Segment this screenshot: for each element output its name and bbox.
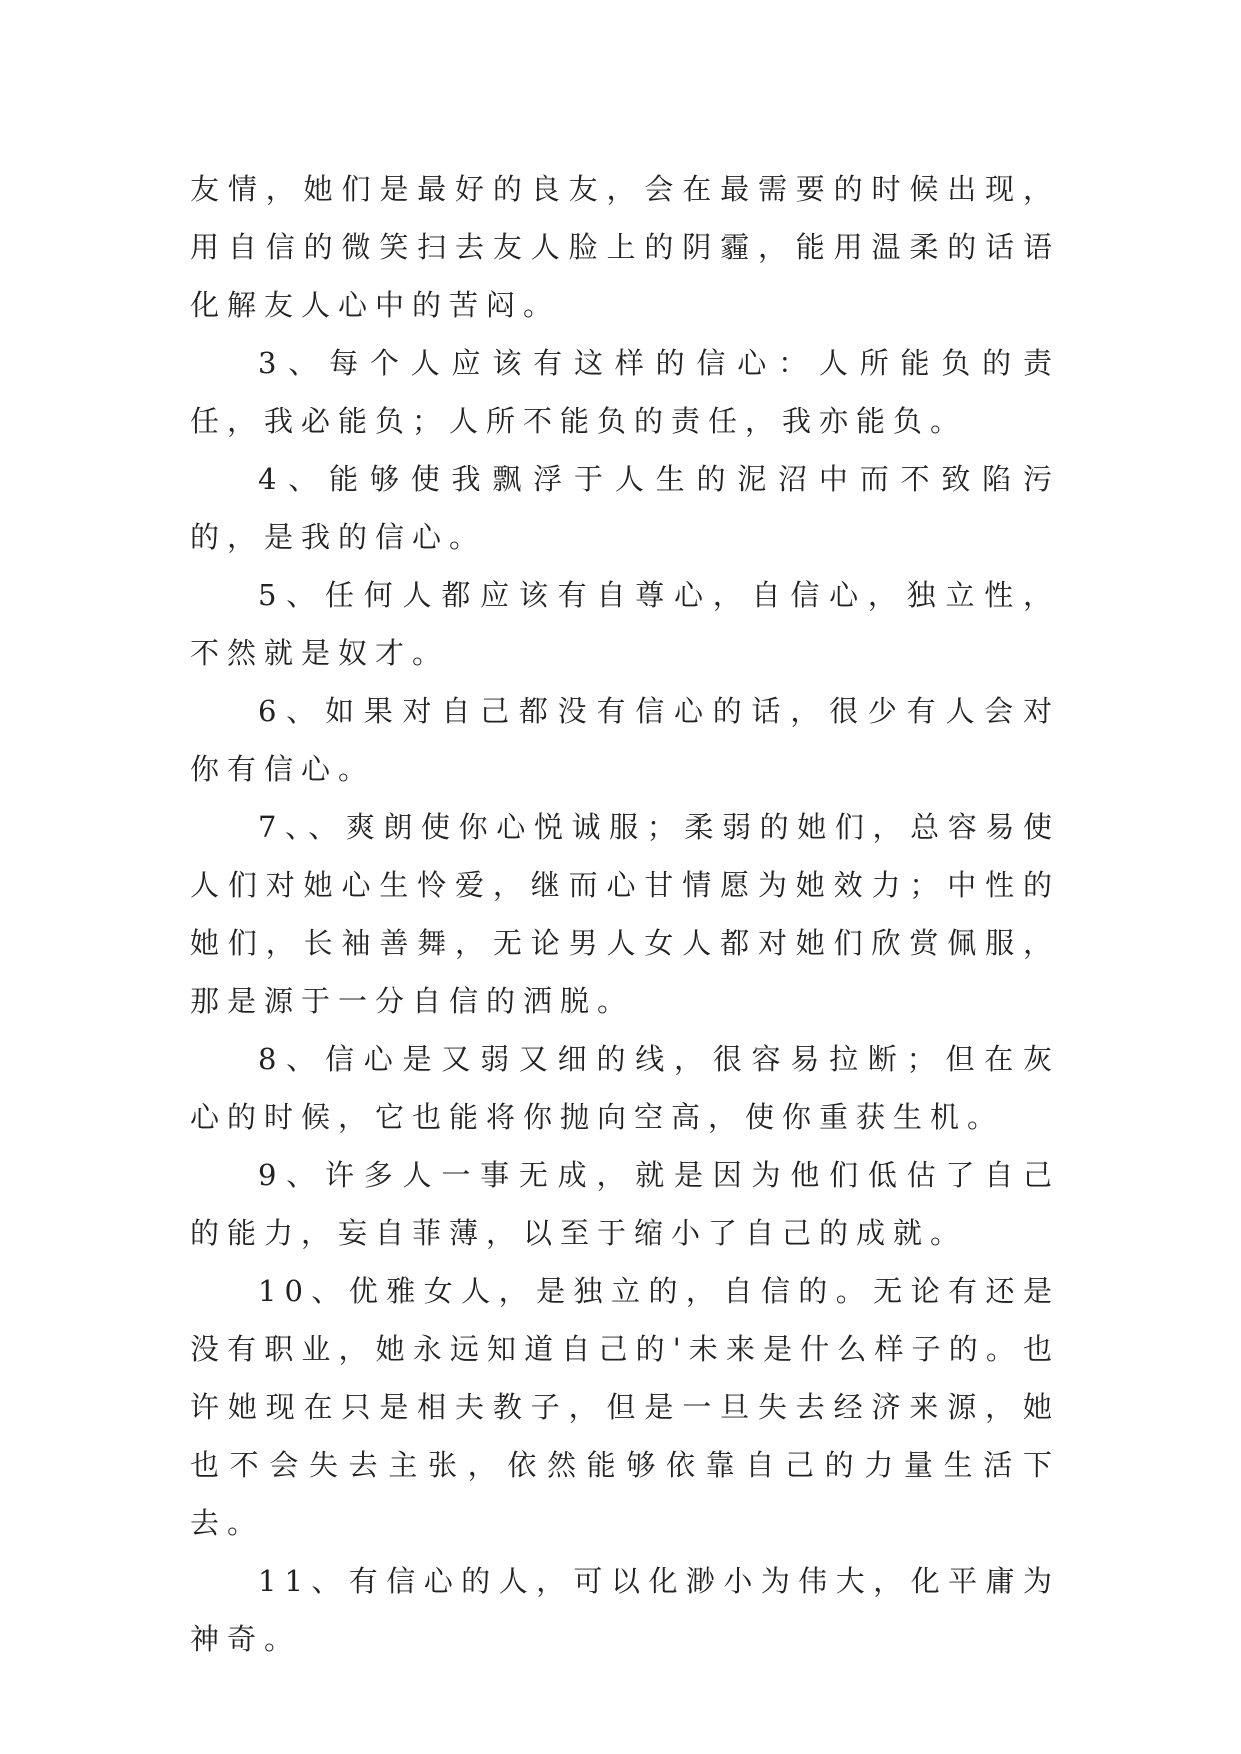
quote-item-3: 3、每个人应该有这样的信心：人所能负的责任，我必能负；人所不能负的责任，我亦能负。 <box>190 346 1060 438</box>
quote-item-4: 4、能够使我飘浮于人生的泥沼中而不致陷污的，是我的信心。 <box>190 462 1060 554</box>
quote-item-10: 10、优雅女人，是独立的，自信的。无论有还是没有职业，她永远知道自己的'未来是什么样子的。也许她现在只是相夫教子，但是一旦失去经济来源，她也不会失去主张，依然能够依靠自己的力量生活下去。 <box>190 1274 1060 1540</box>
quote-item-5: 5、任何人都应该有自尊心，自信心，独立性，不然就是奴才。 <box>190 578 1060 670</box>
quote-item-8: 8、信心是又弱又细的线，很容易拉断；但在灰心的时候，它也能将你抛向空高，使你重获生机。 <box>190 1042 1060 1134</box>
quote-item-11: 11、有信心的人，可以化渺小为伟大，化平庸为神奇。 <box>190 1564 1060 1656</box>
paragraph-continuation: 友情，她们是最好的良友，会在最需要的时候出现，用自信的微笑扫去友人脸上的阴霾，能用温柔的话语化解友人心中的苦闷。 <box>190 172 1060 322</box>
quote-item-9: 9、许多人一事无成，就是因为他们低估了自己的能力，妄自菲薄，以至于缩小了自己的成就。 <box>190 1158 1060 1250</box>
document-body <box>190 160 1060 1668</box>
quote-item-7: 7、、爽朗使你心悦诚服；柔弱的她们，总容易使人们对她心生怜爱，继而心甘情愿为她效力；中性的她们，长袖善舞，无论男人女人都对她们欣赏佩服，那是源于一分自信的洒脱。 <box>190 810 1060 1018</box>
quote-item-6: 6、如果对自己都没有信心的话，很少有人会对你有信心。 <box>190 694 1060 786</box>
